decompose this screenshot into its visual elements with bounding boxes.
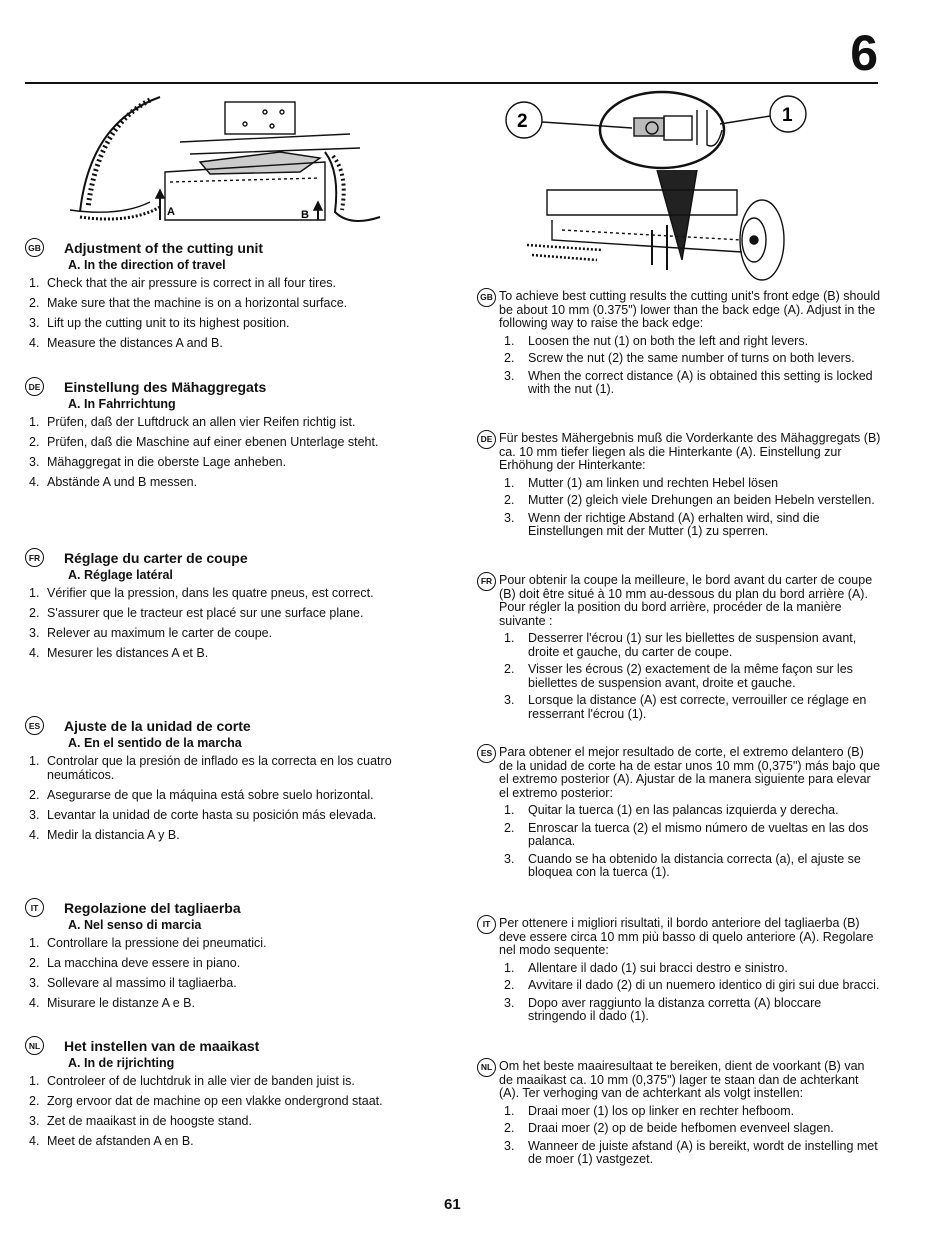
section-de — [25, 377, 445, 495]
list-item: 2. Screw the nut (2) the same number of turns on both levers. — [504, 351, 855, 365]
list-item: 3. Lift up the cutting unit to its highest position. — [29, 316, 290, 330]
lang-it-icon: IT — [25, 898, 44, 917]
list-item: 1. Check that the air pressure is correct in all four tires. — [29, 276, 337, 290]
intro-text: Pour obtenir la coupe la meilleure, le bord avant du carter de coupe (B) doit être situé à 10 mm au-dessous du plan du bord arrière (A). Pour régler la position du bord arrière, procéder de la manière suivante : — [499, 573, 873, 628]
list-item: 2. La macchina deve essere in piano. — [29, 956, 241, 970]
list-item: 3. Mähaggregat in die oberste Lage anheben. — [29, 455, 287, 469]
lang-nl-icon: NL — [477, 1058, 496, 1077]
list-item: 1. Draai moer (1) los op linker en rechter hefboom. — [504, 1103, 795, 1118]
list-item: 2. Avvitare il dado (2) di un nuemero identico di giri sui due bracci. — [504, 978, 880, 992]
instructions-it — [477, 917, 881, 1028]
intro-text: Om het beste maairesultaat te bereiken, dient de voorkant (B) van de maaikast ca. 10 mm (0,375") lager te staan dan de achterkant (A). Ter verhoging van de achterkant als volgt instellen: — [499, 1059, 865, 1100]
lang-it-icon: IT — [477, 915, 496, 934]
instructions-de — [477, 432, 881, 543]
lang-es-icon: ES — [25, 716, 44, 735]
list-item: 1. Quitar la tuerca (1) en las palancas izquierda y derecha. — [504, 803, 839, 817]
page-number: 61 — [444, 1196, 461, 1213]
list-item: 1. Vérifier que la pression, dans les quatre pneus, est correct. — [29, 586, 374, 600]
section-title: Einstellung des Mähaggregats — [64, 378, 267, 395]
list-item: 3. When the correct distance (A) is obtained this setting is locked with the nut (1). — [504, 368, 873, 396]
header-rule — [25, 82, 878, 84]
lang-de-icon: DE — [477, 430, 496, 449]
list-item: 1. Mutter (1) am linken und rechten Hebel lösen — [504, 475, 779, 490]
lang-fr-icon: FR — [477, 572, 496, 591]
section-subtitle: A. In de rijrichting — [68, 1056, 175, 1070]
section-subtitle: A. In Fahrrichtung — [68, 397, 176, 411]
list-item: 1. Loosen the nut (1) on both the left and right levers. — [504, 333, 809, 348]
section-title: Ajuste de la unidad de corte — [64, 717, 251, 734]
list-item: 4. Abstände A und B messen. — [29, 475, 198, 489]
intro-text: Per ottenere i migliori risultati, il bordo anteriore del tagliaerba (B) deve essere circa 10 mm più basso di quelo anteriore (A). Regolare nel modo sequente: — [499, 916, 874, 957]
lang-fr-icon: FR — [25, 548, 44, 567]
list-item: 3. Wanneer de juiste afstand (A) is bereikt, wordt de instelling met de moer (1) vastgezet. — [504, 1138, 878, 1166]
lever-nut-detail-illustration — [492, 90, 822, 285]
chapter-number: 6 — [850, 25, 878, 81]
list-item: 4. Mesurer les distances A et B. — [29, 646, 209, 660]
section-es — [25, 716, 445, 848]
list-item: 2. Mutter (2) gleich viele Drehungen an beiden Hebeln verstellen. — [504, 493, 875, 507]
lang-gb-icon: GB — [477, 288, 496, 307]
callout-1: 1 — [782, 105, 793, 126]
section-title: Réglage du carter de coupe — [64, 549, 248, 566]
lang-de-icon: DE — [25, 377, 44, 396]
lang-gb-icon: GB — [25, 238, 44, 257]
intro-text: Para obtener el mejor resultado de corte, el extremo delantero (B) de la unidad de corte ha de estar unos 10 mm (0,375") más bajo que el extremo posterior (A). Ajustar de la manera siguiente para elevar el extremo posterior: — [499, 745, 881, 800]
section-fr — [25, 548, 445, 666]
section-title: Het instellen van de maaikast — [64, 1037, 260, 1054]
list-item: 2. S'assurer que le tracteur est placé sur une surface plane. — [29, 606, 364, 620]
list-item: 2. Draai moer (2) op de beide hefbomen evenveel slagen. — [504, 1121, 834, 1135]
list-item: 3. Zet de maaikast in de hoogste stand. — [29, 1114, 252, 1128]
list-item: 2. Make sure that the machine is on a horizontal surface. — [29, 296, 348, 310]
intro-text: To achieve best cutting results the cutting unit's front edge (B) should be about 10 mm (0.375") lower than the back edge (A). Adjust in the following way to raise the back edge: — [499, 289, 881, 330]
list-item: 3. Levantar la unidad de corte hasta su posición más elevada. — [29, 808, 377, 822]
instructions-gb — [477, 290, 881, 401]
list-item: 4. Meet de afstanden A en B. — [29, 1134, 194, 1148]
instructions-es — [477, 746, 881, 884]
list-item: 1. Controllare la pressione dei pneumatici. — [29, 936, 267, 950]
list-item: 2. Visser les écrous (2) exactement de la même façon sur les biellettes de suspension avant, droite et gauche. — [504, 662, 853, 690]
intro-text: Für bestes Mähergebnis muß die Vorderkante des Mähaggregats (B) ca. 10 mm tiefer liegen als die Hinterkante (A). Einstellung zur Erhöhung der Hinterkante: — [499, 431, 881, 472]
list-item: 3. Lorsque la distance (A) est correcte, verrouiller ce réglage en resserrant l'écrou (1). — [504, 693, 867, 721]
label-a: A — [167, 206, 175, 218]
list-item: 4. Misurare le distanze A e B. — [29, 996, 195, 1010]
list-item: 3. Relever au maximum le carter de coupe. — [29, 626, 273, 640]
instructions-nl — [477, 1060, 881, 1171]
list-item: 2. Asegurarse de que la máquina está sobre suelo horizontal. — [29, 788, 374, 802]
section-title: Adjustment of the cutting unit — [64, 239, 264, 256]
instructions-fr — [477, 574, 881, 725]
section-subtitle: A. En el sentido de la marcha — [68, 736, 242, 750]
list-item: 1. Controleer of de luchtdruk in alle vier de banden juist is. — [29, 1074, 355, 1088]
section-it — [25, 898, 445, 1016]
section-title: Regolazione del tagliaerba — [64, 899, 241, 916]
callout-2: 2 — [517, 111, 528, 132]
lang-es-icon: ES — [477, 744, 496, 763]
list-item: 1. Prüfen, daß der Luftdruck an allen vier Reifen richtig ist. — [29, 415, 356, 429]
list-item: 1. Allentare il dado (1) sui bracci destro e sinistro. — [504, 960, 788, 975]
lang-nl-icon: NL — [25, 1036, 44, 1055]
list-item: 3. Wenn der richtige Abstand (A) erhalten wird, sind die Einstellungen mit der Mutter (1) zu sperren. — [504, 510, 820, 538]
list-item: 1. Controlar que la presión de inflado es la correcta en los cuatro neumáticos. — [29, 754, 392, 782]
cutting-unit-side-view-illustration — [50, 92, 410, 232]
list-item: 2. Zorg ervoor dat de machine op een vlakke ondergrond staat. — [29, 1094, 383, 1108]
list-item: 2. Prüfen, daß die Maschine auf einer ebenen Unterlage steht. — [29, 435, 379, 449]
section-nl — [25, 1036, 445, 1154]
list-item: 3. Dopo aver raggiunto la distanza corretta (A) bloccare stringendo il dado (1). — [504, 995, 822, 1023]
list-item: 3. Cuando se ha obtenido la distancia correcta (a), el ajuste se bloquea con la tuerca (1). — [504, 851, 861, 879]
list-item: 3. Sollevare al massimo il tagliaerba. — [29, 976, 237, 990]
list-item: 2. Enroscar la tuerca (2) el mismo número de vueltas en las dos palanca. — [504, 820, 869, 848]
list-item: 4. Medir la distancia A y B. — [29, 828, 180, 842]
label-b: B — [301, 209, 309, 221]
list-item: 4. Measure the distances A and B. — [29, 336, 223, 350]
section-subtitle: A. In the direction of travel — [68, 258, 226, 272]
section-gb — [25, 238, 445, 356]
list-item: 1. Desserrer l'écrou (1) sur les biellettes de suspension avant, droite et gauche, du carter de coupe. — [504, 631, 857, 659]
section-subtitle: A. Nel senso di marcia — [68, 918, 202, 932]
section-subtitle: A. Réglage latéral — [68, 568, 173, 582]
